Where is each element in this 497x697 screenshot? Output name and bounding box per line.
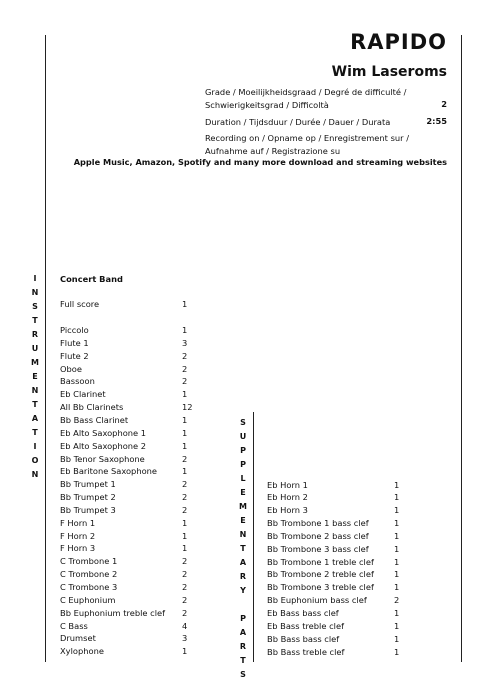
piece-title: RAPIDO [350,30,447,54]
instrumentation-label: I N S T R U M E N T A T I O N [31,274,39,479]
supplementary-name: Bb Trombone 1 bass clef [267,518,369,529]
instrument-qty: 2 [182,479,188,490]
instrument-qty: 1 [182,646,188,657]
right-rule [461,35,462,662]
supplementary-qty: 1 [394,582,400,593]
instrument-qty: 1 [182,414,188,425]
instrument-qty: 1 [182,389,188,400]
duration-value: 2:55 [426,116,447,126]
instrument-qty: 2 [182,594,188,605]
supplementary-name: Bb Trombone 2 bass clef [267,530,369,541]
instrument-qty: 2 [182,363,188,374]
supplementary-name: Eb Horn 2 [267,492,308,503]
instrument-name: Bb Trumpet 3 [60,504,116,515]
instrument-name: F Horn 3 [60,543,96,554]
instrument-qty: 1 [182,543,188,554]
supplementary-qty: 1 [394,505,400,516]
instrument-name: Piccolo [60,325,89,335]
grade-value: 2 [441,99,447,109]
supplementary-label: S U P P L E M E N T A R Y P A R T S [239,418,247,679]
supplementary-qty: 1 [394,608,400,618]
instrument-name: Flute 1 [60,337,89,348]
instrument-name: F Horn 1 [60,517,96,528]
supplementary-name: Bb Bass bass clef [267,633,340,644]
instrument-qty: 2 [182,504,188,515]
full-score-qty: 1 [182,299,188,309]
instrument-name: Drumset [60,633,96,644]
supplementary-qty: 1 [394,479,400,490]
instrument-qty: 2 [182,492,188,503]
supplementary-qty: 1 [394,633,400,644]
instrument-qty: 1 [182,517,188,528]
instrument-qty: 1 [182,427,188,438]
grade-label: Grade / Moeilijkheidsgraad / Degré de difficulté / Schwierigkeitsgrad / Difficoltà [205,87,407,110]
instrument-qty: 2 [182,607,188,618]
instrument-name: Bb Trumpet 2 [60,492,116,503]
instrument-name: C Bass [60,620,88,631]
instrument-qty: 3 [182,633,188,644]
instrument-qty: 2 [182,556,188,567]
composer-name: Wim Laseroms [331,64,447,80]
instrument-name: C Trombone 2 [60,569,118,580]
instrument-name: Bb Bass Clarinet [60,414,129,425]
instrument-name: Bb Euphonium treble clef [60,607,166,618]
instrument-name: Eb Alto Saxophone 1 [60,427,147,438]
supplementary-qty: 1 [394,556,400,567]
instrument-name: All Bb Clarinets [60,402,124,413]
instrument-qty: 2 [182,582,188,592]
supplementary-name: Bb Trombone 1 treble clef [267,556,374,567]
instrument-qty: 1 [182,325,188,335]
instrument-name: Bb Tenor Saxophone [60,453,145,464]
recording-label: Recording on / Opname op / Enregistrement sur / Aufnahme auf / Registrazione su [205,133,409,156]
supplementary-name: Bb Trombone 3 treble clef [267,582,374,593]
instrument-name: Xylophone [60,646,104,657]
supplementary-rule [253,412,254,662]
supplementary-name: Bb Euphonium bass clef [267,595,367,606]
instrument-name: Eb Baritone Saxophone [60,466,158,477]
instrument-name: Oboe [60,363,82,374]
streaming-availability: Apple Music, Amazon, Spotify and many more download and streaming websites [73,157,447,167]
section-heading: Concert Band [60,274,123,284]
instrument-qty: 3 [182,337,188,348]
instrument-qty: 2 [182,350,188,361]
supplementary-name: Eb Horn 1 [267,479,308,490]
instrument-name: C Euphonium [60,594,116,605]
supplementary-qty: 1 [394,543,400,554]
supplementary-qty: 1 [394,492,400,503]
supplementary-name: Bb Trombone 3 bass clef [267,543,369,554]
instrument-qty: 2 [182,569,188,580]
supplementary-qty: 1 [394,646,400,657]
instrument-name: F Horn 2 [60,530,96,541]
supplementary-name: Eb Bass bass clef [267,608,339,618]
instrument-qty: 2 [182,453,188,464]
full-score-name: Full score [60,299,100,309]
supplementary-qty: 1 [394,518,400,529]
supplementary-name: Bb Trombone 2 treble clef [267,569,374,580]
instrument-qty: 12 [182,402,193,413]
instrument-qty: 1 [182,466,188,477]
supplementary-name: Eb Bass treble clef [267,620,344,631]
supplementary-name: Eb Horn 3 [267,505,308,516]
supplementary-qty: 1 [394,530,400,541]
instrument-name: Bb Trumpet 1 [60,479,116,490]
instrument-name: Eb Alto Saxophone 2 [60,440,147,451]
supplementary-qty: 1 [394,569,400,580]
supplementary-qty: 2 [394,595,400,606]
left-rule [45,35,46,662]
duration-label: Duration / Tijdsduur / Durée / Dauer / Durata [205,117,391,127]
instrument-qty: 1 [182,440,188,451]
supplementary-qty: 1 [394,620,400,631]
instrument-name: Bassoon [60,376,95,387]
instrument-name: C Trombone 1 [60,556,118,567]
instrument-qty: 2 [182,376,188,387]
supplementary-name: Bb Bass treble clef [267,646,345,657]
instrument-qty: 1 [182,530,188,541]
instrument-name: Flute 2 [60,350,89,361]
instrument-name: C Trombone 3 [60,582,118,592]
instrument-name: Eb Clarinet [60,389,106,400]
instrument-qty: 4 [182,620,188,631]
